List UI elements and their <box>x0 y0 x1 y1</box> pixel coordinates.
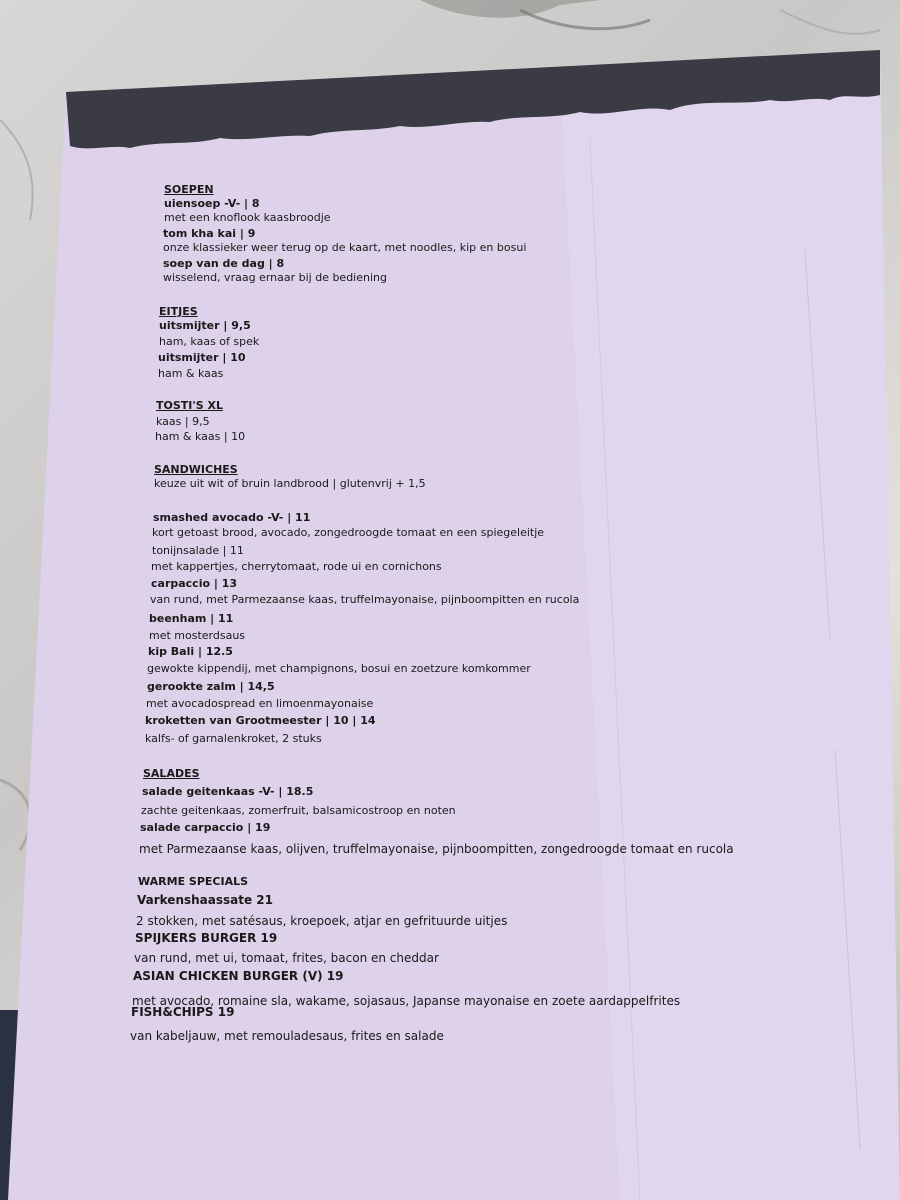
menu-item-name: smashed avocado -V- | 11 <box>153 511 311 524</box>
menu-item-desc: van rund, met ui, tomaat, frites, bacon en cheddar <box>134 951 439 965</box>
menu-item-desc: met avocadospread en limoenmayonaise <box>146 697 374 710</box>
menu-item-desc: met kappertjes, cherrytomaat, rode ui en cornichons <box>151 560 442 573</box>
menu-item-name: FISH&CHIPS 19 <box>131 1005 235 1019</box>
section-header-eitjes: EITJES <box>159 305 198 318</box>
menu-item-desc: van kabeljauw, met remouladesaus, frites en salade <box>130 1029 444 1043</box>
menu-item-desc: met een knoflook kaasbroodje <box>164 211 331 224</box>
menu-item-desc: met mosterdsaus <box>149 629 246 642</box>
menu-item-desc: met Parmezaanse kaas, olijven, truffelmayonaise, pijnboompitten, zongedroogde tomaat en rucola <box>139 842 734 856</box>
section-header-soepen: SOEPEN <box>164 183 214 196</box>
section-header-sandwiches: SANDWICHES <box>154 463 238 476</box>
section-header-warme-specials: WARME SPECIALS <box>138 875 249 888</box>
menu-item-name: carpaccio | 13 <box>151 577 238 590</box>
section-header-salades: SALADES <box>143 767 200 780</box>
menu-item-desc: 2 stokken, met satésaus, kroepoek, atjar en gefrituurde uitjes <box>136 914 508 928</box>
menu-item-desc: wisselend, vraag ernaar bij de bediening <box>163 271 387 284</box>
menu-item-name: gerookte zalm | 14,5 <box>147 680 275 693</box>
menu-item-desc: ham & kaas <box>158 367 224 380</box>
menu-item-desc: onze klassieker weer terug op de kaart, met noodles, kip en bosui <box>163 241 527 254</box>
section-note: keuze uit wit of bruin landbrood | glutenvrij + 1,5 <box>154 477 426 490</box>
menu-item-desc: zachte geitenkaas, zomerfruit, balsamicostroop en noten <box>141 804 456 817</box>
menu-item-desc: met avocado, romaine sla, wakame, sojasaus, Japanse mayonaise en zoete aardappelfrites <box>132 994 681 1008</box>
menu-item-name: ham & kaas | 10 <box>155 430 246 443</box>
menu-item-desc: kort getoast brood, avocado, zongedroogde tomaat en een spiegeleitje <box>152 526 545 539</box>
menu-item-name: kip Bali | 12.5 <box>148 645 233 658</box>
menu-item-name: tonijnsalade | 11 <box>152 544 244 557</box>
menu-item-name: tom kha kai | 9 <box>163 227 256 240</box>
menu-item-name: kaas | 9,5 <box>156 415 210 428</box>
menu-item-name: uitsmijter | 9,5 <box>159 319 251 332</box>
menu-item-name: salade carpaccio | 19 <box>140 821 271 834</box>
menu-item-name: uiensoep -V- | 8 <box>164 197 260 210</box>
menu-item-desc: gewokte kippendij, met champignons, bosui en zoetzure komkommer <box>147 662 531 675</box>
menu-item-name: uitsmijter | 10 <box>158 351 246 364</box>
menu-item-desc: van rund, met Parmezaanse kaas, truffelmayonaise, pijnboompitten en rucola <box>150 593 580 606</box>
menu-item-name: beenham | 11 <box>149 612 234 625</box>
menu-item-name: kroketten van Grootmeester | 10 | 14 <box>145 714 376 727</box>
menu-item-name: SPIJKERS BURGER 19 <box>135 931 278 945</box>
menu-item-name: salade geitenkaas -V- | 18.5 <box>142 785 314 798</box>
menu-item-desc: kalfs- of garnalenkroket, 2 stuks <box>145 732 322 745</box>
menu-item-name: soep van de dag | 8 <box>163 257 285 270</box>
menu-item-desc: ham, kaas of spek <box>159 335 260 348</box>
menu-item-name: Varkenshaassate 21 <box>137 893 274 907</box>
menu-item-name: ASIAN CHICKEN BURGER (V) 19 <box>133 969 344 983</box>
section-header-tostis: TOSTI'S XL <box>156 399 223 412</box>
